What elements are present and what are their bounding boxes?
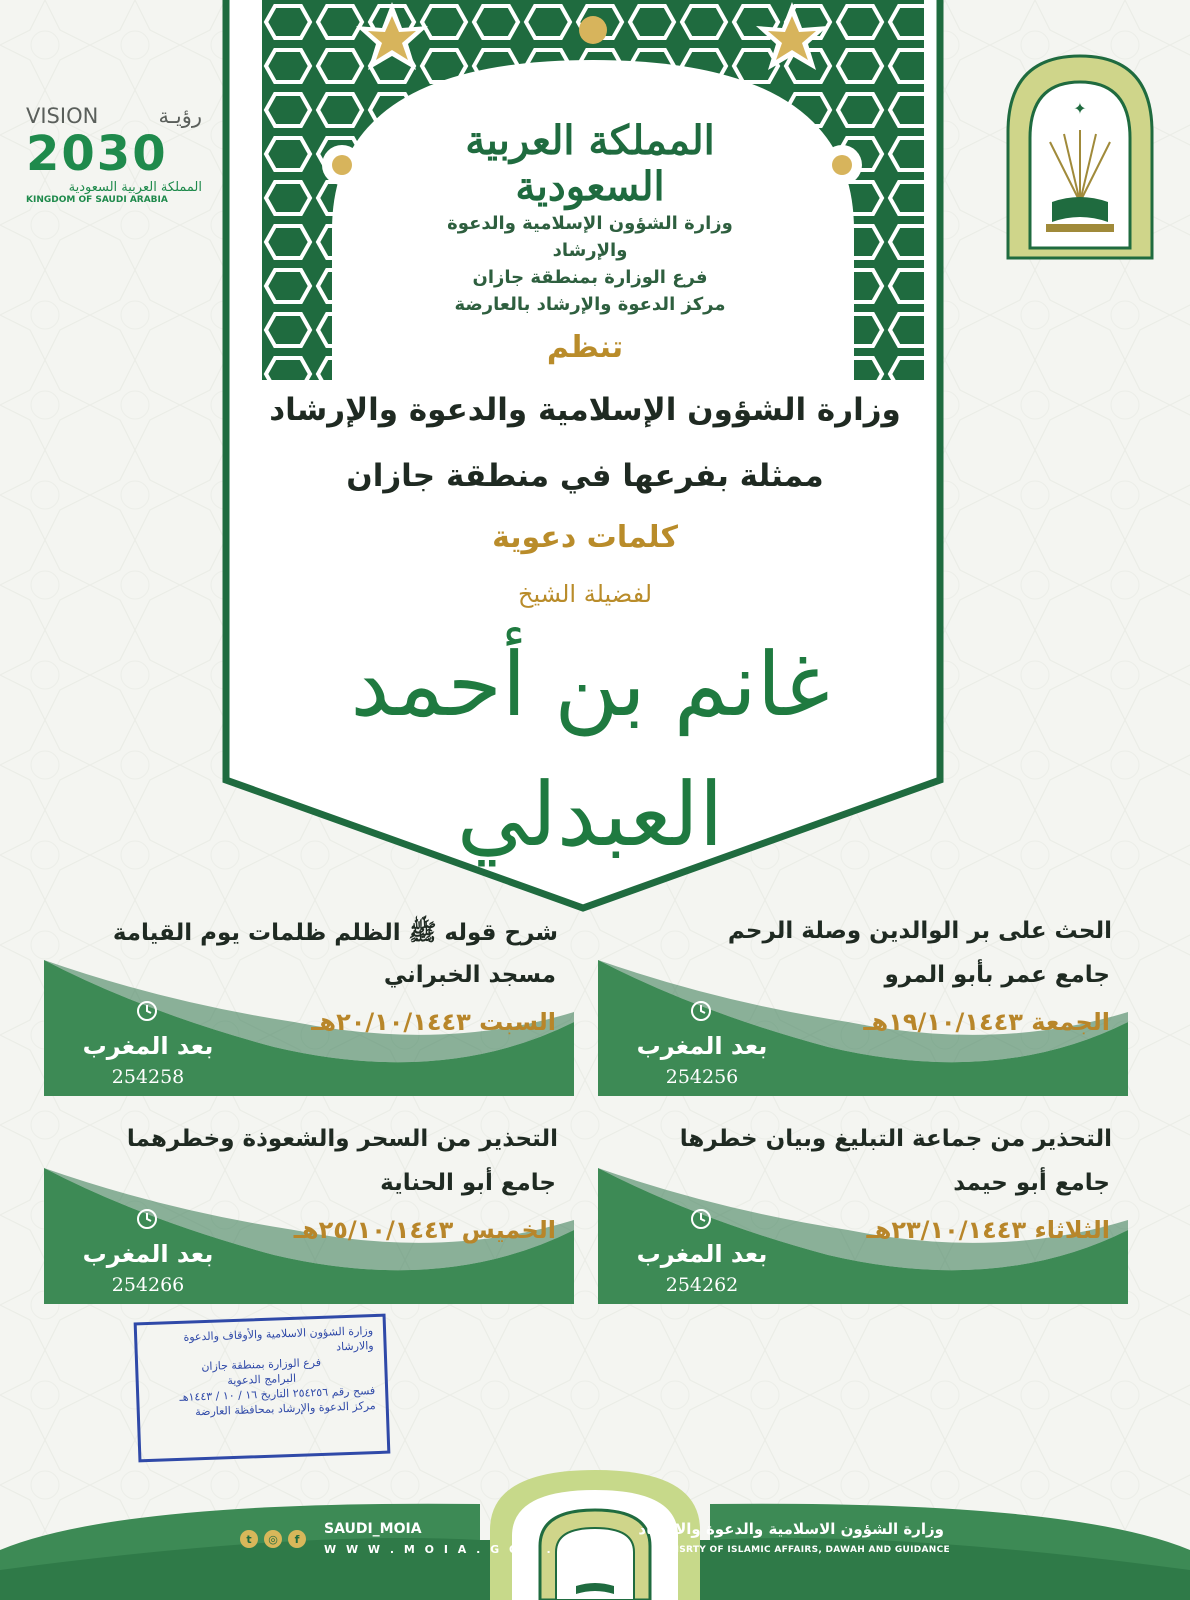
svg-text:✦: ✦ [1073, 99, 1087, 118]
footer-ministry-en: MINISRTY OF ISLAMIC AFFAIRS, DAWAH AND GUIDANCE [654, 1545, 950, 1555]
social-handle[interactable]: SAUDI_MOIA [324, 1521, 422, 1537]
twitter-icon[interactable]: t [240, 1530, 258, 1548]
lecture-time: بعد المغرب [636, 1240, 768, 1268]
instagram-icon[interactable]: ◎ [264, 1530, 282, 1548]
lecture-mosque: مسجد الخبراني [383, 962, 556, 988]
header-center: مركز الدعوة والإرشاد بالعارضة [454, 294, 726, 315]
lecture-date: السبت ٢٠/١٠/١٤٤٣هـ [311, 1008, 556, 1036]
clock-icon [690, 1000, 712, 1022]
vision-en: VISION [26, 104, 99, 128]
lecture-topic: الحث على بر الوالدين وصلة الرحم [727, 918, 1112, 944]
moia-logo [1000, 52, 1160, 262]
vision-country-en: KINGDOM OF SAUDI ARABIA [26, 195, 168, 205]
lecture-topic: التحذير من السحر والشعوذة وخطرهما [126, 1126, 558, 1152]
lecture-mosque: جامع عمر بأبو المرو [884, 962, 1110, 988]
stamp-line: فسح رقم ٢٥٤٢٥٦ التاريخ ١٦ / ١٠ / ١٤٤٣هـ [179, 1384, 376, 1404]
stamp-line: فرع الوزارة بمنطقة جازان [201, 1355, 322, 1374]
clock-icon [690, 1208, 712, 1230]
lecture-mosque: جامع أبو حيمد [953, 1170, 1110, 1196]
header-branch: فرع الوزارة بمنطقة جازان [472, 267, 708, 288]
lecture-permit: 254266 [111, 1274, 185, 1296]
vision-country-ar: المملكة العربية السعودية [68, 180, 202, 195]
vision-2030-logo [26, 104, 202, 224]
facebook-icon[interactable]: f [288, 1530, 306, 1548]
lecture-date: الجمعة ١٩/١٠/١٤٤٣هـ [863, 1008, 1110, 1036]
organizes-label: تنظم [546, 330, 624, 365]
vision-year: 2030 [26, 126, 168, 182]
lecture-time: بعد المغرب [82, 1240, 214, 1268]
lecture-time: بعد المغرب [82, 1032, 214, 1060]
lecture-permit: 254258 [111, 1066, 185, 1088]
header-ministry: وزارة الشؤون الإسلامية والدعوة والإرشاد [447, 213, 733, 261]
lecture-card [44, 912, 574, 1096]
website-link[interactable]: W W W . M O I A . G O V . S A [324, 1543, 590, 1556]
stamp-line: البرامج الدعوية [227, 1371, 297, 1388]
footer-ministry-ar: وزارة الشؤون الاسلامية والدعوة والارشاد [638, 1520, 944, 1538]
honorific: لفضيلة الشيخ [517, 580, 653, 608]
lecture-topic: التحذير من جماعة التبليغ وبيان خطرها [679, 1126, 1112, 1152]
clock-icon [136, 1000, 158, 1022]
stamp-line: وزارة الشؤون الاسلامية والأوقاف والدعوة والارشاد [183, 1324, 374, 1354]
kingdom-title: المملكة العربية السعودية [465, 117, 715, 210]
social-icons [240, 1530, 306, 1548]
lecture-card [598, 912, 1128, 1096]
vision-ar: رؤيـة [158, 104, 202, 128]
approval-stamp [134, 1314, 391, 1463]
event-type: كلمات دعوية [492, 520, 678, 555]
lecture-topic: شرح قوله ﷺ الظلم ظلمات يوم القيامة [112, 920, 558, 946]
lecture-card [44, 1120, 574, 1304]
lecture-date: الثلاثاء ٢٣/١٠/١٤٤٣هـ [866, 1216, 1110, 1244]
intro-ministry: وزارة الشؤون الإسلامية والدعوة والإرشاد [269, 392, 901, 428]
sheikh-name: غانم بن أحمد العبدلي [350, 633, 830, 866]
stamp-line: مركز الدعوة والإرشاد بمحافظة العارضة [195, 1399, 376, 1419]
intro-represented: ممثلة بفرعها في منطقة جازان [346, 458, 824, 494]
lecture-mosque: جامع أبو الحناية [380, 1170, 556, 1196]
lecture-card [598, 1120, 1128, 1304]
lecture-time: بعد المغرب [636, 1032, 768, 1060]
clock-icon [136, 1208, 158, 1230]
footer-band [0, 1470, 1190, 1600]
lecture-permit: 254256 [665, 1066, 739, 1088]
lecture-date: الخميس ٢٥/١٠/١٤٤٣هـ [293, 1216, 556, 1244]
lecture-permit: 254262 [665, 1274, 739, 1296]
